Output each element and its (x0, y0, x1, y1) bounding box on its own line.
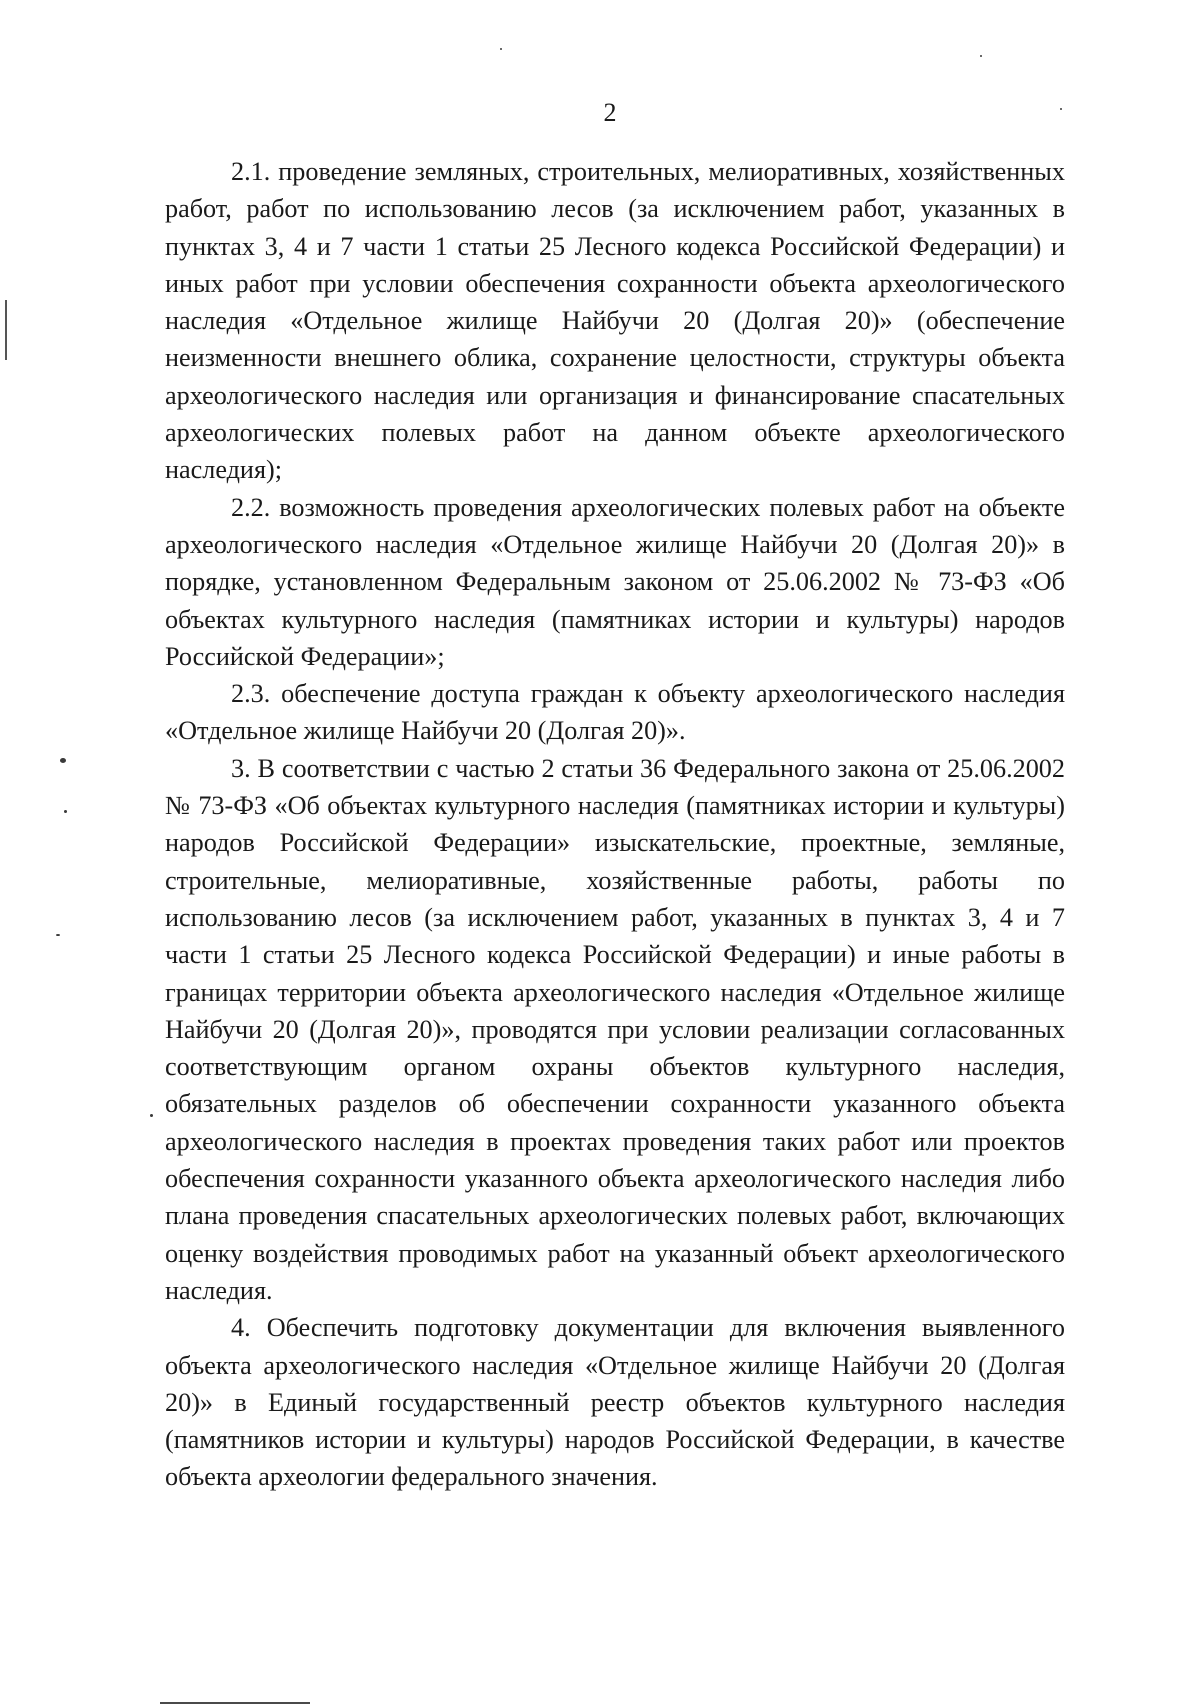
scan-speck (150, 1114, 153, 1117)
scan-speck (60, 758, 66, 763)
paragraph-2-2: 2.2. возможность проведения археологических полевых работ на объекте археологического наследия «Отдельное жилище Найбучи 20 (Долгая 20)» в порядке, установленном Федеральным законом от 25.06.2002 № 73-ФЗ «Об объектах культурного наследия (памятниках истории и культуры) народов Российской Федерации»; (165, 492, 1065, 671)
paragraph-2-3: 2.3. обеспечение доступа граждан к объекту археологического наследия «Отдельное жилище Найбучи 20 (Долгая 20)». (165, 679, 1065, 746)
scan-speck (980, 55, 982, 57)
document-body (165, 153, 1065, 1496)
scan-edge-mark (5, 300, 7, 360)
paragraph-4: 4. Обеспечить подготовку документации для включения выявленного объекта археологического наследия «Отдельное жилище Найбучи 20 (Долгая 20)» в Единый государственный реестр объектов культурного наследия (памятников истории и культуры) народов Российской Федерации, в качестве объекта археологии федерального значения. (165, 1313, 1065, 1492)
paragraph-2-1: 2.1. проведение земляных, строительных, мелиоративных, хозяйственных работ, работ по использованию лесов (за исключением работ, указанных в пунктах 3, 4 и 7 части 1 статьи 25 Лесного кодекса Российской Федерации) и иных работ при условии обеспечения сохранности объекта археологического наследия «Отдельное жилище Найбучи 20 (Долгая 20)» (обеспечение неизменности внешнего облика, сохранение целостности, структуры объекта археологического наследия или организация и финансирование спасательных археологических полевых работ на данном объекте археологического наследия); (165, 157, 1065, 485)
paragraph-3: 3. В соответствии с частью 2 статьи 36 Федерального закона от 25.06.2002 № 73-ФЗ «Об объектах культурного наследия (памятниках истории и культуры) народов Российской Федерации» изыскательские, проектные, земляные, строительные, мелиоративные, хозяйственные работы, работы по использованию лесов (за исключением работ, указанных в пунктах 3, 4 и 7 части 1 статьи 25 Лесного кодекса Российской Федерации) и иные работы в границах территории объекта археологического наследия «Отдельное жилище Найбучи 20 (Долгая 20)», проводятся при условии реализации согласованных соответствующим органом охраны объектов культурного наследия, обязательных разделов об обеспечении сохранности указанного объекта археологического наследия в проектах проведения таких работ или проектов обеспечения сохранности указанного объекта археологического наследия либо плана проведения спасательных археологических полевых работ, включающих оценку воздействия проводимых работ на указанный объект археологического наследия. (165, 753, 1065, 1305)
scan-speck (64, 810, 67, 813)
scan-speck (500, 48, 502, 50)
scan-speck (1060, 108, 1062, 110)
page-number: 2 (603, 98, 617, 127)
scan-bottom-line (160, 1702, 310, 1704)
scan-speck (56, 934, 60, 936)
